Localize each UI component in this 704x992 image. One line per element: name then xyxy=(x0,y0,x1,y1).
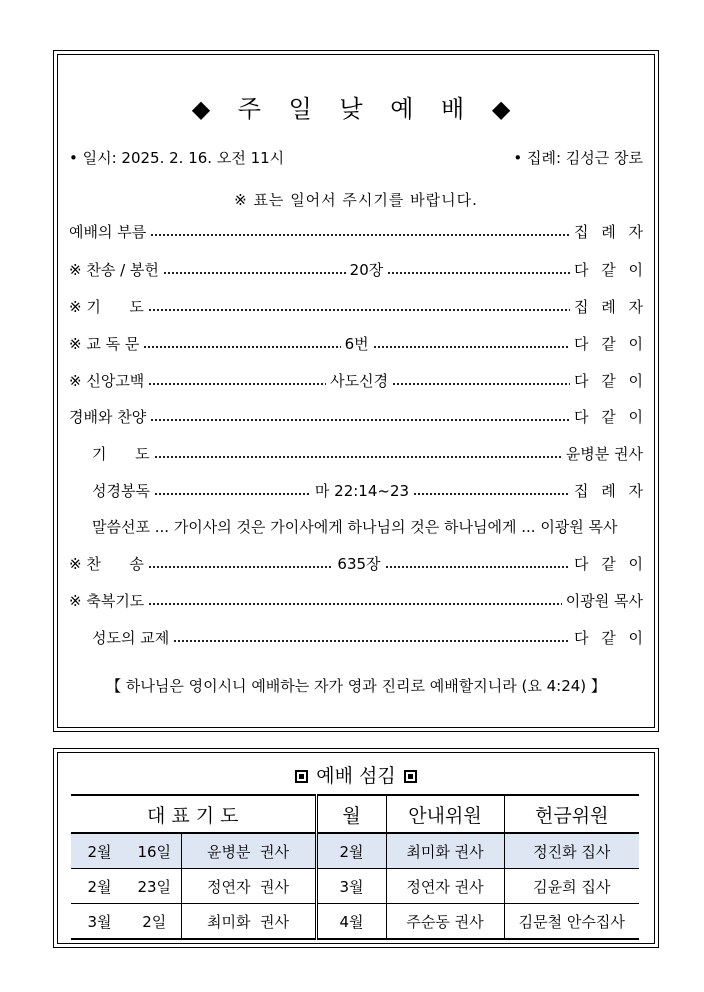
prayer-month: 3월 xyxy=(71,904,128,940)
item-role: 다 같 이 xyxy=(573,334,647,353)
item-label: 말씀선포 xyxy=(92,517,150,536)
offering-person: 김윤희 집사 xyxy=(504,869,639,904)
item-label: 기 도 xyxy=(92,444,150,463)
worship-order-box xyxy=(53,50,659,732)
order-item-creed xyxy=(69,369,647,391)
date-info: • 일시: 2025. 2. 16. 오전 11시 xyxy=(69,149,285,167)
item-detail: 635장 xyxy=(337,554,381,573)
header-offering: 헌금위원 xyxy=(504,795,639,833)
item-role: 다 같 이 xyxy=(573,407,647,426)
order-item-fellowship xyxy=(92,626,647,648)
item-label: 성경봉독 xyxy=(92,481,150,500)
square-icon xyxy=(295,770,308,783)
duty-month: 2월 xyxy=(316,833,386,869)
item-label: 경배와 찬양 xyxy=(69,407,147,426)
prayer-day: 16일 xyxy=(128,833,181,869)
service-duty-box xyxy=(53,748,659,948)
usher-person: 최미화 권사 xyxy=(386,833,504,869)
usher-person: 정연자 권사 xyxy=(386,869,504,904)
duty-title xyxy=(54,761,658,788)
item-role: 집 례 자 xyxy=(573,297,647,316)
duty-month: 3월 xyxy=(316,869,386,904)
item-label: ※ 축복기도 xyxy=(69,591,145,610)
prayer-day: 2일 xyxy=(128,904,181,940)
header-prayer: 대 표 기 도 xyxy=(71,795,316,833)
page-title: ◆ 주 일 낮 예 배 ◆ xyxy=(191,95,521,123)
item-role: 다 같 이 xyxy=(573,628,647,647)
offering-person: 김문철 안수집사 xyxy=(504,904,639,940)
offering-person: 정진화 집사 xyxy=(504,833,639,869)
leader-info: • 집례: 김성근 장로 xyxy=(513,149,643,167)
prayer-day: 23일 xyxy=(128,869,181,904)
prayer-month: 2월 xyxy=(71,869,128,904)
item-label: ※ 기 도 xyxy=(69,297,144,316)
header-month: 월 xyxy=(316,795,386,833)
order-item-hymn-offering xyxy=(69,258,648,280)
prayer-person: 윤병분 권사 xyxy=(181,833,316,869)
item-detail: 마 22:14~23 xyxy=(314,481,410,500)
item-label: ※ 교 독 문 xyxy=(69,334,140,353)
item-role: 다 같 이 xyxy=(574,260,648,279)
item-detail: 20장 xyxy=(349,260,384,279)
table-row xyxy=(71,869,639,904)
order-item-responsive-reading xyxy=(69,332,647,354)
square-icon xyxy=(404,770,417,783)
duty-title-text: 예배 섬김 xyxy=(316,765,396,787)
order-item-sermon xyxy=(92,515,643,537)
item-label: 성도의 교제 xyxy=(92,628,170,647)
item-role: 집 례 자 xyxy=(573,222,647,241)
order-item-prayer-2 xyxy=(92,442,643,464)
sermon-title: ... 가이사의 것은 가이사에게 하나님의 것은 하나님에게 ... xyxy=(154,517,536,536)
usher-person: 주순동 권사 xyxy=(386,904,504,940)
order-item-call xyxy=(69,220,647,242)
item-role: 집 례 자 xyxy=(574,481,648,500)
table-header-row xyxy=(71,795,639,833)
prayer-person: 최미화 권사 xyxy=(181,904,316,940)
item-role: 윤병분 권사 xyxy=(565,444,643,463)
item-label: ※ 찬송 / 봉헌 xyxy=(69,260,159,279)
item-label: ※ 찬 송 xyxy=(69,554,144,573)
standing-notice: ※ 표는 일어서 주시기를 바랍니다. xyxy=(234,191,478,209)
order-item-scripture xyxy=(92,479,648,501)
item-role: 다 같 이 xyxy=(573,371,647,390)
item-role: 이광원 목사 xyxy=(540,517,618,536)
item-label: 예배의 부름 xyxy=(69,222,147,241)
table-row xyxy=(71,833,639,869)
duty-table xyxy=(71,794,639,940)
item-label: ※ 신앙고백 xyxy=(69,371,145,390)
prayer-month: 2월 xyxy=(71,833,128,869)
order-item-praise xyxy=(69,405,647,427)
bible-verse: 【 하나님은 영이시니 예배하는 자가 영과 진리로 예배할지니라 (요 4:24) 】 xyxy=(106,677,606,695)
item-detail: 6번 xyxy=(344,334,369,353)
item-role: 이광원 목사 xyxy=(565,591,643,610)
order-item-prayer xyxy=(69,295,647,317)
item-detail: 사도신경 xyxy=(330,371,389,390)
prayer-person: 정연자 권사 xyxy=(181,869,316,904)
item-role: 다 같 이 xyxy=(574,554,648,573)
duty-month: 4월 xyxy=(316,904,386,940)
table-row xyxy=(71,904,639,940)
header-usher: 안내위원 xyxy=(386,795,504,833)
order-item-benediction xyxy=(69,589,643,611)
order-item-hymn xyxy=(69,552,648,574)
